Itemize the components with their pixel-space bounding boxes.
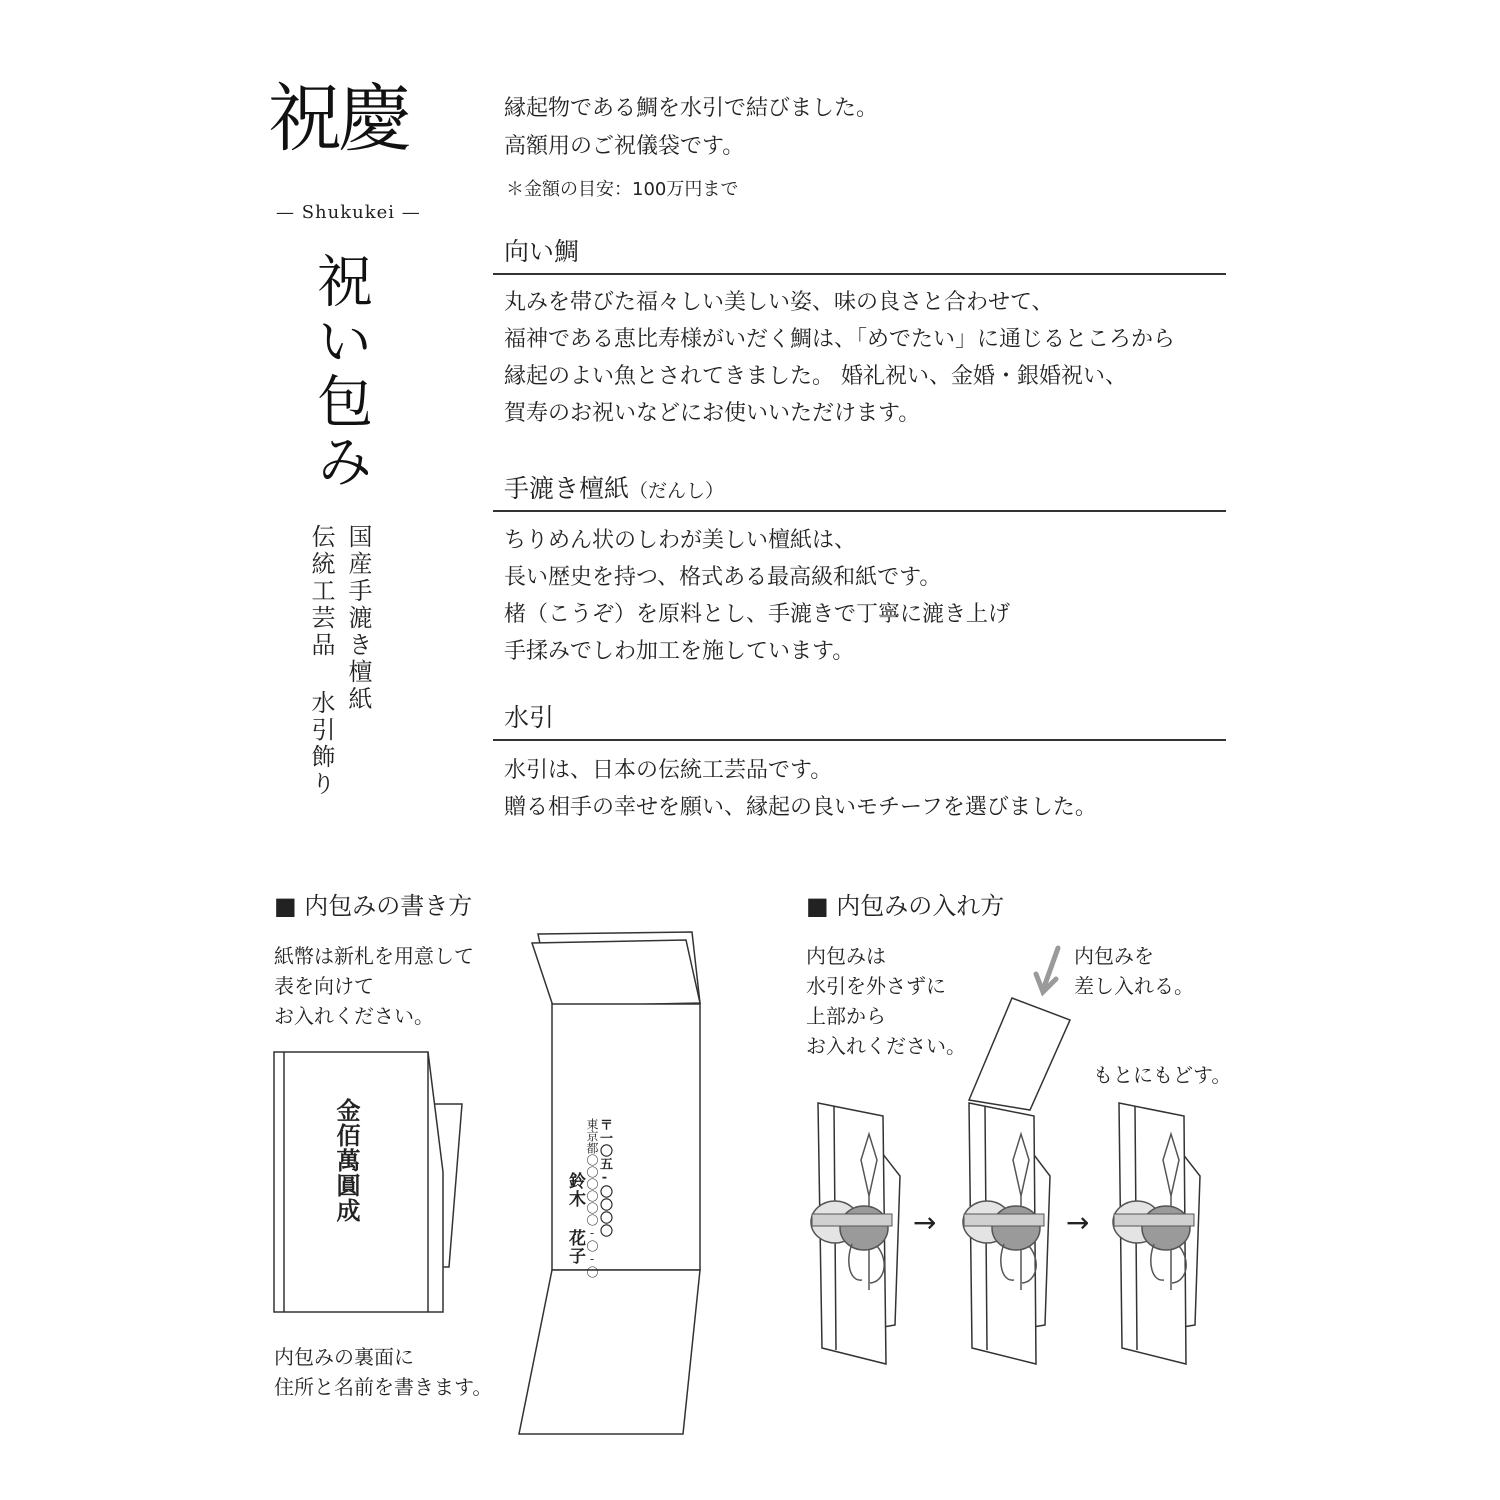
text-line: 住所と名前を書きます。 (274, 1375, 493, 1399)
text-line: 楮（こうぞ）を原料とし、手漉きで丁寧に漉き上げ (504, 602, 1011, 627)
intro-line-2: 高額用のご祝儀袋です。 (504, 134, 745, 159)
address-text: 東京都〇〇〇〇〇〇-〇-〇 (585, 1118, 599, 1278)
vertical-title: 祝い包み (308, 252, 373, 492)
arrow-right-icon: → (1066, 1206, 1090, 1239)
inner-envelope-inserting (969, 998, 1070, 1110)
brand-title: 祝慶 (268, 76, 408, 162)
insert-label (1074, 941, 1194, 1001)
text-line: 差し入れる。 (1074, 974, 1194, 998)
text-line: 賀寿のお祝いなどにお使いいただけます。 (504, 401, 921, 426)
text-line: 紙幣は新札を用意して (274, 944, 474, 968)
text-line: 手揉みでしわ加工を施しています。 (504, 639, 855, 664)
sender-name: 鈴木 花子 (565, 1172, 585, 1265)
return-label: もとにもどす。 (1093, 1063, 1232, 1087)
text-line: 内包みの裏面に (274, 1345, 414, 1369)
write-instruction (274, 941, 474, 1031)
text-line: 贈る相手の幸せを願い、縁起の良いモチーフを選びました。 (504, 795, 1097, 820)
amount-text: 金佰萬圓成 (332, 1098, 361, 1223)
section-title-insert: ■ 内包みの入れ方 (806, 892, 1005, 920)
text-line: お入れください。 (274, 1004, 434, 1028)
text-line: 表を向けて (274, 974, 374, 998)
unfolded-bottom-flap (519, 1270, 700, 1434)
insert-arrow-icon (1036, 948, 1058, 992)
text-line: お入れください。 (806, 1034, 966, 1058)
text-line: 水引は、日本の伝統工芸品です。 (504, 758, 833, 783)
text-line: 水引を外さずに (806, 974, 946, 998)
text-line: 丸みを帯びた福々しい美しい姿、味の良さと合わせて、 (504, 290, 1054, 315)
vertical-label-paper: 国産手漉き檀紙 (344, 524, 372, 713)
heading-reading: （だんし） (629, 480, 725, 502)
section-heading-mizuhiki: 水引 (504, 703, 555, 732)
text-line: 内包みを (1074, 944, 1154, 968)
amount-note: ＊金額の目安：100万円まで (506, 179, 739, 200)
text-line: 長い歴史を持つ、格式ある最高級和紙です。 (504, 565, 942, 590)
section-title-write: ■ 内包みの書き方 (274, 892, 473, 920)
heading-text: 手漉き檀紙 (504, 474, 630, 503)
back-note (274, 1342, 492, 1402)
vertical-label-mizuhiki: 伝統工芸品 水引飾り (307, 524, 335, 798)
text-line: 内包みは (806, 944, 886, 968)
text-line: 縁起のよい魚とされてきました。 婚礼祝い、金婚・銀婚祝い、 (504, 364, 1127, 389)
arrow-right-icon: → (913, 1206, 937, 1239)
postal-code: 〒一〇五-〇〇〇〇 (597, 1118, 612, 1237)
text-line: 上部から (806, 1004, 886, 1028)
text-line: 福神である恵比寿様がいだく鯛は、「めでたい」に通じるところから (504, 327, 1176, 352)
intro-line-1: 縁起物である鯛を水引で結びました。 (504, 96, 879, 121)
brand-subtitle: — Shukukei — (276, 202, 421, 223)
insert-instruction (806, 941, 966, 1061)
text-line: ちりめん状のしわが美しい檀紙は、 (504, 528, 857, 553)
section-heading-tai: 向い鯛 (504, 237, 580, 266)
